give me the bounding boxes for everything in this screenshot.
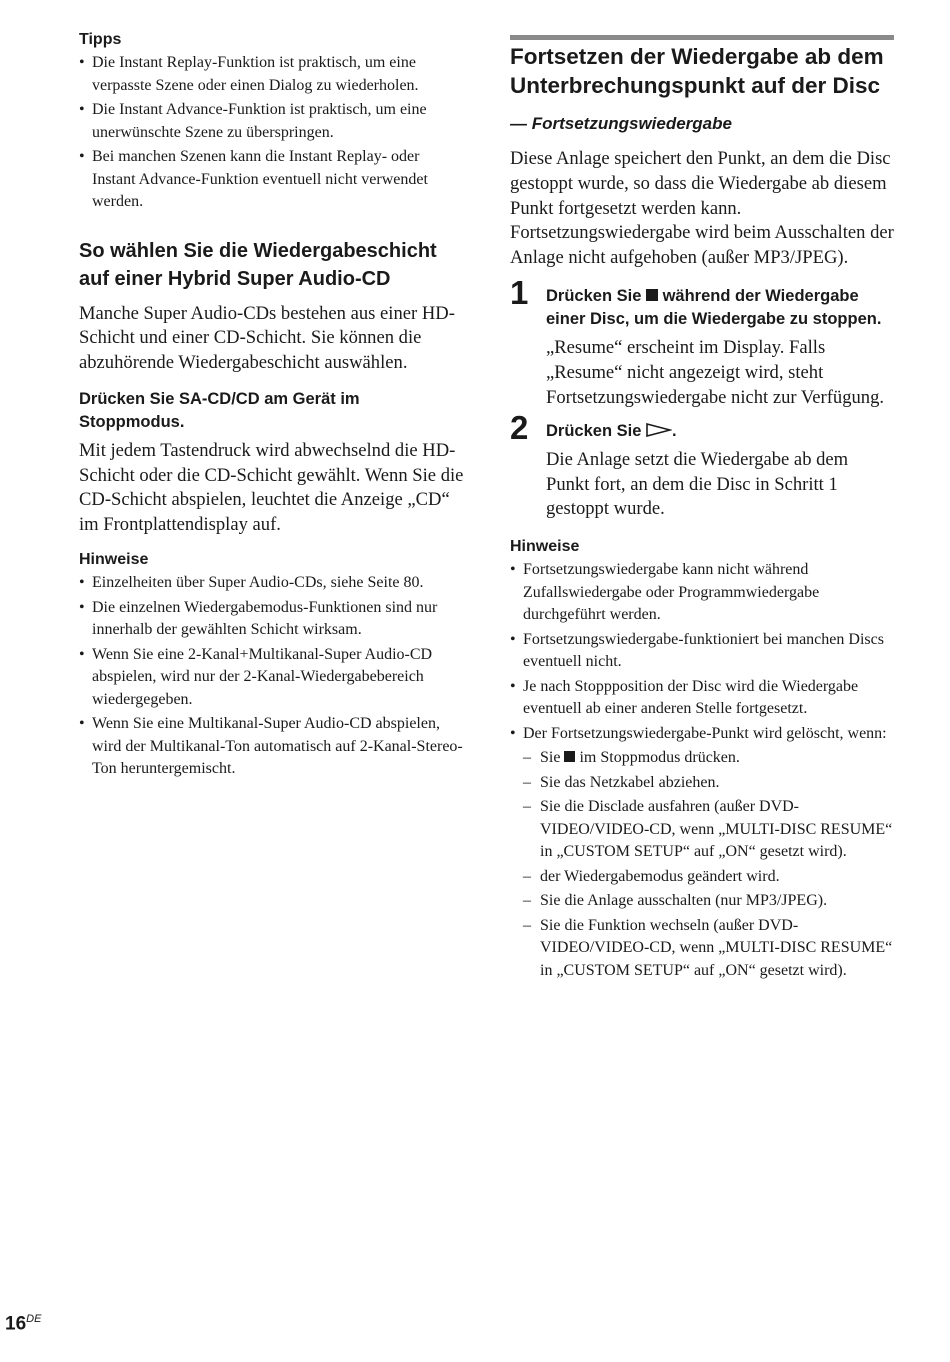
hinweise-label: Hinweise	[79, 551, 149, 569]
list-item: • Wenn Sie eine Multikanal-Super Audio-CD abspielen, wird der Multikanal-Ton automatisch auf 2-Kanal-Stereo-Ton heruntergemischt.	[79, 713, 465, 781]
section-detail: Mit jedem Tastendruck wird abwechselnd die HD-Schicht oder die CD-Schicht gewählt. Wenn Sie die CD-Schicht abspielen, leuchtet die Anzeige „CD“ im Frontplattendisplay auf.	[79, 439, 464, 536]
list-item	[510, 723, 894, 983]
tipps-list	[79, 52, 465, 214]
sub-list-item: – Sie das Netzkabel abziehen.	[523, 772, 894, 795]
sub-list	[523, 747, 894, 982]
sub-list-item	[523, 747, 894, 770]
section-instruction: Drücken Sie SA-CD/CD am Gerät im Stoppmodus.	[79, 389, 360, 432]
list-item-text: Der Fortsetzungswiedergabe-Punkt wird gelöscht, wenn:	[523, 724, 887, 742]
list-item: • Fortsetzungswiedergabe-funktioniert bei manchen Discs eventuell nicht.	[510, 629, 894, 674]
step-detail: „Resume“ erscheint im Display. Falls „Resume“ nicht angezeigt wird, steht Fortsetzungswiedergabe nicht zur Verfügung.	[546, 336, 885, 408]
page-number-value: 16	[5, 1313, 27, 1335]
list-item: • Die einzelnen Wiedergabemodus-Funktionen sind nur innerhalb der gewählten Schicht wirksam.	[79, 597, 465, 642]
left-column	[79, 0, 465, 783]
list-item: • Wenn Sie eine 2-Kanal+Multikanal-Super Audio-CD abspielen, wird nur der 2-Kanal-Wiedergabebereich wiedergegeben.	[79, 644, 465, 712]
step-number: 2	[510, 409, 529, 447]
page-subtitle: — Fortsetzungswiedergabe	[510, 114, 732, 133]
hinweise-list	[510, 559, 894, 982]
sub-list-item: – Sie die Disclade ausfahren (außer DVD-VIDEO/VIDEO-CD, wenn „MULTI-DISC RESUME“ in „CUSTOM SETUP“ auf „ON“ gesetzt wird).	[523, 796, 894, 864]
play-triangle-icon	[646, 423, 672, 437]
sub-list-item: – Sie die Funktion wechseln (außer DVD-VIDEO/VIDEO-CD, wenn „MULTI-DISC RESUME“ in „CUSTOM SETUP“ auf „ON“ gesetzt wird).	[523, 915, 894, 983]
list-item: • Fortsetzungswiedergabe kann nicht während Zufallswiedergabe oder Programmwiedergabe durchgeführt werden.	[510, 559, 894, 627]
sub-list-item: – der Wiedergabemodus geändert wird.	[523, 866, 894, 889]
stop-square-icon	[646, 289, 658, 301]
list-item: • Je nach Stoppposition der Disc wird die Wiedergabe eventuell ab einer anderen Stelle fortgesetzt.	[510, 676, 894, 721]
intro-text: Diese Anlage speichert den Punkt, an dem die Disc gestoppt wurde, so dass die Wiedergabe ab diesem Punkt fortgesetzt werden kann. Fortsetzungswiedergabe wird beim Ausschalten der Anlage nicht aufgehoben (außer MP3/JPEG).	[510, 148, 894, 269]
sub-item-pre: Sie	[540, 749, 561, 767]
hinweise-label: Hinweise	[510, 538, 580, 556]
right-column	[510, 0, 894, 984]
step-instruction-pre: Drücken Sie	[546, 286, 642, 305]
step-detail: Die Anlage setzt die Wiedergabe ab dem Punkt fort, an dem die Disc in Schritt 1 gestoppt wurde.	[546, 448, 849, 520]
step-instruction	[546, 285, 894, 332]
step-instruction-post: .	[671, 422, 677, 441]
list-item: • Die Instant Replay-Funktion ist praktisch, um eine verpasste Szene oder einen Dialog zu wiederholen.	[79, 52, 465, 97]
section-title: So wählen Sie die Wiedergabeschicht auf einer Hybrid Super Audio-CD	[79, 239, 437, 290]
step-number: 1	[510, 273, 529, 311]
page-number	[5, 1313, 41, 1335]
list-item: • Bei manchen Szenen kann die Instant Replay- oder Instant Advance-Funktion eventuell nicht verwendet werden.	[79, 146, 465, 214]
stop-square-icon	[564, 751, 575, 762]
step-2	[510, 409, 894, 522]
step-instruction-pre: Drücken Sie	[546, 422, 642, 441]
tipps-label: Tipps	[79, 31, 122, 48]
sub-item-post: im Stoppmodus drücken.	[579, 749, 740, 767]
list-item: • Einzelheiten über Super Audio-CDs, siehe Seite 80.	[79, 572, 465, 595]
step-instruction-post: während der Wiedergabe einer Disc, um die Wiedergabe zu stoppen.	[546, 286, 882, 329]
list-item: • Die Instant Advance-Funktion ist praktisch, um eine unerwünschte Szene zu überspringen.	[79, 99, 465, 144]
step-1	[510, 273, 894, 410]
hinweise-list	[79, 572, 465, 781]
section-intro: Manche Super Audio-CDs bestehen aus einer HD-Schicht und einer CD-Schicht. Sie können die abzuhörende Wiedergabeschicht auswählen.	[79, 302, 455, 374]
page-title: Fortsetzen der Wiedergabe ab dem Unterbrechungspunkt auf der Disc	[510, 44, 884, 98]
sub-list-item: – Sie die Anlage ausschalten (nur MP3/JPEG).	[523, 890, 894, 913]
step-instruction	[546, 420, 894, 444]
page-number-suffix: DE	[26, 1313, 42, 1325]
